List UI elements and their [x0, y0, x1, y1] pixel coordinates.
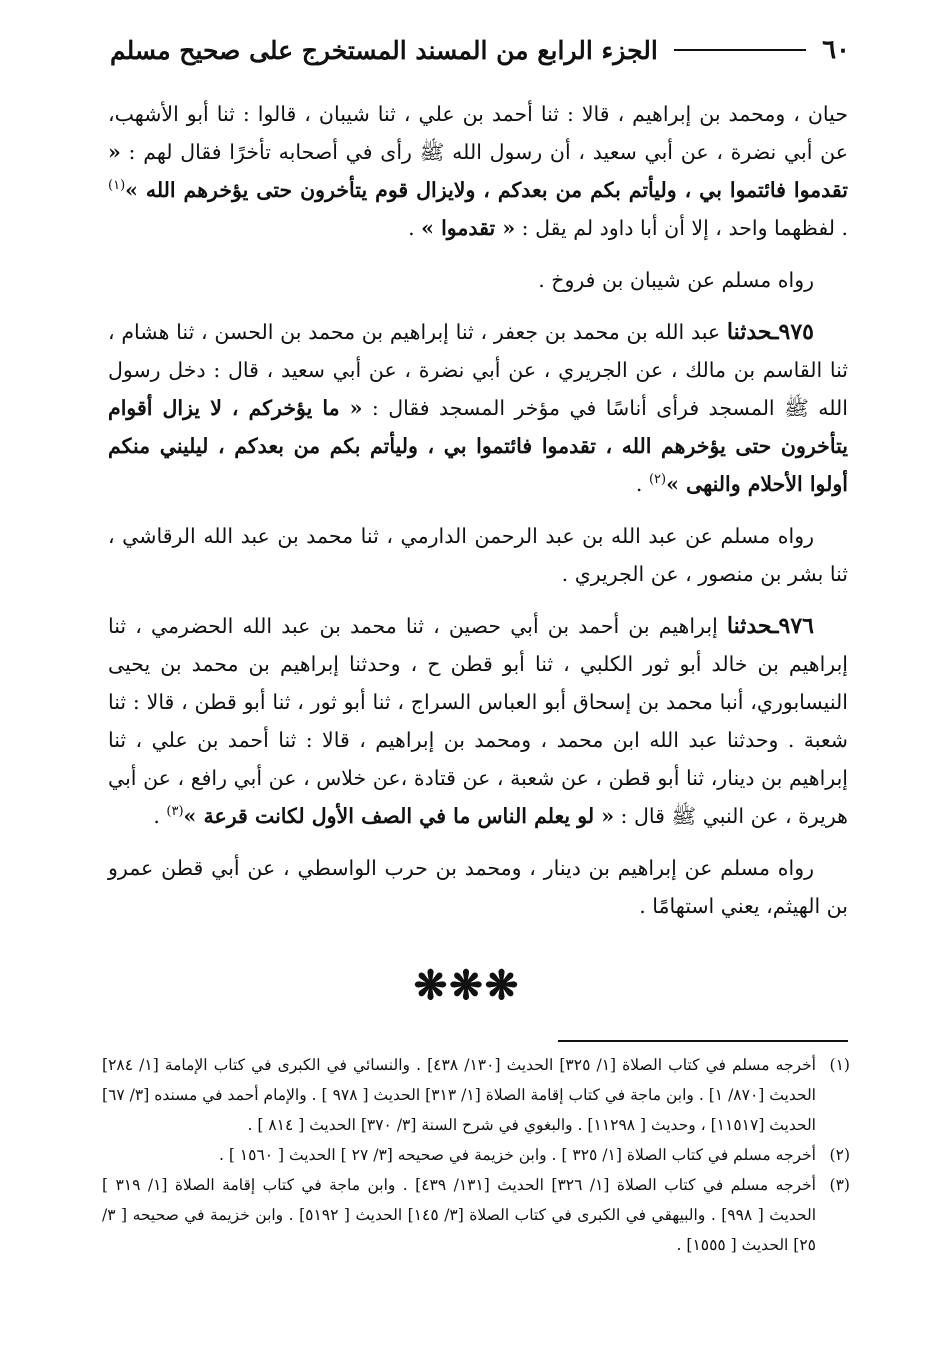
haddathana-word: ـحدثنا [726, 613, 779, 639]
footnote-ref: (٣) [166, 804, 184, 820]
running-title: الجزء الرابع من المسند المستخرج على صحيح مسلم [110, 35, 658, 65]
text-segment: . [635, 472, 649, 496]
footnote-text: أخرجه مسلم في كتاب الصلاة [١/ ٣٢٦] الحديث [١٣١/ ٤٣٩] . وابن ماجة في كتاب إقامة الصلاة [١/ ٣١٩ ] الحديث [ ٩٩٨] . والبيهقي في الكبرى في كتاب الصلاة [٣/ ١٤٥] الحديث [ ٥١٩٢] . وابن خزيمة في صحيحه [ ٣/ ٢٥] الحديث [ ١٥٥٥] . [102, 1176, 816, 1254]
text-segment: حيان ، ومحمد بن إبراهيم ، قالا : ثنا أحمد بن علي ، ثنا شيبان ، قالوا : ثنا أبو الأشهب، عن أبي نضرة ، عن أبي سعيد ، أن رسول الله ﷺ رأى في أصحابه تأخرًا فقال لهم : [108, 102, 848, 164]
footnote-1 [102, 1050, 850, 1140]
text-segment: . [153, 804, 167, 828]
page-header [110, 28, 850, 72]
page-number: ٦٠ [822, 35, 850, 65]
footnote-label: (١) [829, 1056, 850, 1074]
text-segment: . لفظهما واحد ، إلا أن أبا داود لم يقل : [515, 216, 848, 240]
text-segment: . [408, 216, 422, 240]
hadith-number: ٩٧٥ [778, 319, 814, 345]
hadith-976 [108, 607, 848, 835]
haddathana-word: ـحدثنا [726, 319, 779, 345]
footnote-label: (٢) [829, 1146, 850, 1164]
footnote-label: (٣) [829, 1176, 850, 1194]
riwayah-note: رواه مسلم عن إبراهيم بن دينار ، ومحمد بن حرب الواسطي ، عن أبي قطن عمرو بن الهيثم، يعني استهامًا . [108, 856, 848, 918]
footnote-text: أخرجه مسلم في كتاب الصلاة [١/ ٣٢٥ ] . وابن خزيمة في صحيحه [٣/ ٢٧ ] الحديث [ ١٥٦٠ ] . [218, 1146, 816, 1164]
footnote-ref: (١) [108, 178, 126, 194]
riwayah-note: رواه مسلم عن شيبان بن فروخ . [538, 268, 814, 292]
hadith-quote: « تقدموا فائتموا بي ، وليأتم بكم من بعدكم ، ولايزال قوم يتأخرون حتى يؤخرهم الله » [108, 140, 848, 202]
main-text [108, 95, 848, 939]
hadith-quote: « تقدموا » [421, 216, 516, 240]
footnote-rule [558, 1040, 848, 1042]
hadith-quote: « ما يؤخركم ، لا يزال أقوام يتأخرون حتى يؤخرهم الله ، تقدموا فائتموا بي ، وليأتم بكم من بعدكم ، ليليني منكم أولوا الأحلام والنهى » [108, 396, 848, 496]
text-segment: إبراهيم بن أحمد بن أبي حصين ، ثنا محمد بن عبد الله الحضرمي ، ثنا إبراهيم بن خالد أبو ثور الكلبي ، ثنا أبو قطن ح ، وحدثنا إبراهيم بن محمد بن يحيى النيسابوري، أنبا محمد بن إسحاق أبو العباس السراج ، ثنا أبو ثور ، ثنا أبو قطن ، قالا : ثنا شعبة . وحدثنا عبد الله ابن محمد ، ومحمد بن إبراهيم ، قالا : ثنا أحمد بن علي ، ثنا إبراهيم بن دينار، ثنا أبو قطن ، عن شعبة ، عن قتادة ،عن خلاس ، عن أبي رافع ، عن أبي هريرة ، عن النبي ﷺ قال : [108, 614, 849, 828]
hadith-quote: « لو يعلم الناس ما في الصف الأول لكانت قرعة » [183, 804, 615, 828]
footnote-3 [102, 1170, 850, 1260]
footnote-2 [102, 1140, 850, 1170]
footnote-ref: (٢) [648, 472, 667, 488]
paragraph-continuation [108, 95, 848, 247]
riwayah-note: رواه مسلم عن عبد الله بن عبد الرحمن الدارمي ، ثنا محمد بن عبد الله الرقاشي ، ثنا بشر بن منصور ، عن الجريري . [108, 524, 848, 586]
hadith-975 [108, 313, 848, 503]
header-rule [674, 49, 806, 51]
section-separator-icon: ❋❋❋ [413, 962, 521, 1009]
footnote-text: أخرجه مسلم في كتاب الصلاة [١/ ٣٢٥] الحديث [١٣٠/ ٤٣٨] . والنسائي في الكبرى في كتاب الإمامة [١/ ٢٨٤] الحديث [٨٧٠/ ١] . وابن ماجة في كتاب إقامة الصلاة [١/ ٣١٣] الحديث [ ٩٧٨ ] . والإمام أحمد في مسنده [٣/ ٦٧] الحديث [١١٥١٧] ، وحديث [ ١١٢٩٨] . والبغوي في شرح السنة [٣/ ٣٧٠] الحديث [ ٨١٤ ] . [102, 1056, 816, 1134]
footnotes [102, 1050, 850, 1260]
text-segment: عبد الله بن محمد بن جعفر ، ثنا إبراهيم بن محمد بن الحسن ، ثنا هشام ، ثنا القاسم بن مالك ، عن الجريري ، عن أبي نضرة ، عن أبي سعيد ، قال : دخل رسول الله ﷺ المسجد فرأى أناسًا في مؤخر المسجد فقال : [108, 320, 848, 420]
hadith-number: ٩٧٦ [778, 613, 814, 639]
